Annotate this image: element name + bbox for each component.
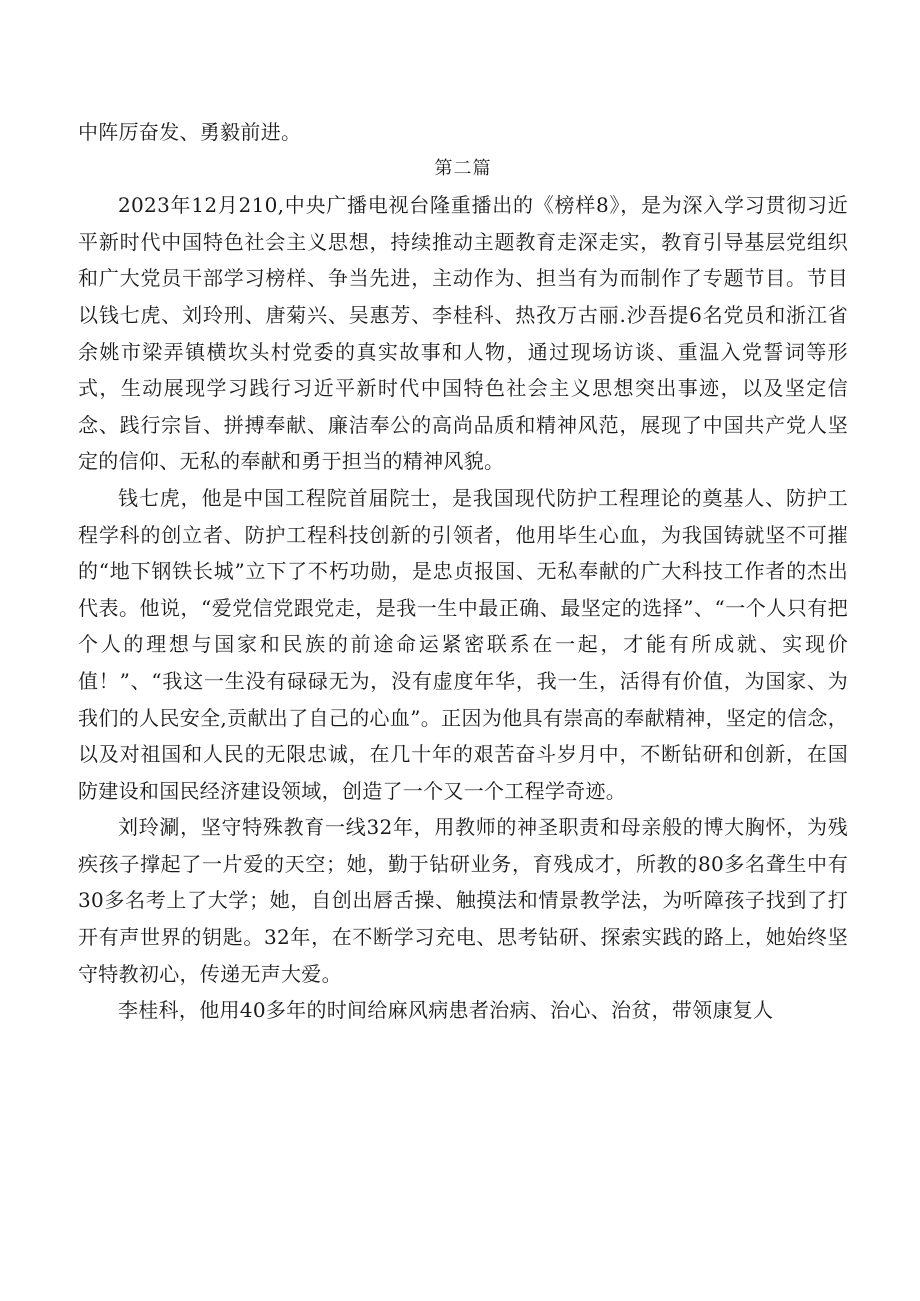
paragraph-qian-qihu: 钱七虎，他是中国工程院首届院士，是我国现代防护工程理论的奠基人、防护工程学科的创立者、防护工程科技创新的引领者，他用毕生心血，为我国铸就坚不可摧的“地下钢铁长城”立下了不朽功勋，是忠贞报国、无私奉献的广大科技工作者的杰出代表。他说，“爱党信党跟党走，是我一生中最正确、最坚定的选择”、“一个人只有把个人的理想与国家和民族的前途命运紧密联系在一起，才能有所成就、实现价值！”、“我这一生没有碌碌无为，没有虚度年华，我一生，活得有价值，为国家、为我们的人民安全,贡献出了自己的心血”。正因为他具有崇高的奉献精神，坚定的信念，以及对祖国和人民的无限忠诚，在几十年的艰苦奋斗岁月中，不断钻研和创新，在国防建设和国民经济建设领域，创造了一个又一个工程学奇迹。 [78,485,848,803]
section-heading: 第二篇 [434,157,492,179]
continuation-text: 中阵厉奋发、勇毅前进。 [78,120,302,144]
document-body [78,114,848,1029]
paragraph-intro: 2023年12月210,中央广播电视台隆重播出的《榜样8》，是为深入学习贯彻习近平新时代中国特色社会主义思想，持续推动主题教育走深走实，教育引导基层党组织和广大党员干部学习榜样、争当先进，主动作为、担当有为而制作了专题节目。节目以钱七虎、刘玲刑、唐菊兴、吴惠芳、李桂科、热孜万古丽.沙吾提6名党员和浙江省余姚市梁弄镇横坎头村党委的真实故事和人物，通过现场访谈、重温入党誓词等形式，生动展现学习践行习近平新时代中国特色社会主义思想突出事迹，以及坚定信念、践行宗旨、拼搏奉献、廉洁奉公的高尚品质和精神风范，展现了中国共产党人坚定的信仰、无私的奉献和勇于担当的精神风貌。 [78,193,848,474]
paragraph-li-guike: 李桂科，他用40多年的时间给麻风病患者治病、治心、治贫，带领康复人 [118,998,774,1023]
paragraph-liu-lingshua: 刘玲涮，坚守特殊教育一线32年，用教师的神圣职责和母亲般的博大胸怀，为残疾孩子撑起了一片爱的天空；她，勤于钻研业务，育残成才，所教的80多名聋生中有30多名考上了大学；她，自创出唇舌操、触摸法和情景教学法，为听障孩子找到了打开有声世界的钥匙。32年，在不断学习充电、思考钻研、探索实践的路上，她始终坚守特教初心，传递无声大爱。 [78,815,848,986]
